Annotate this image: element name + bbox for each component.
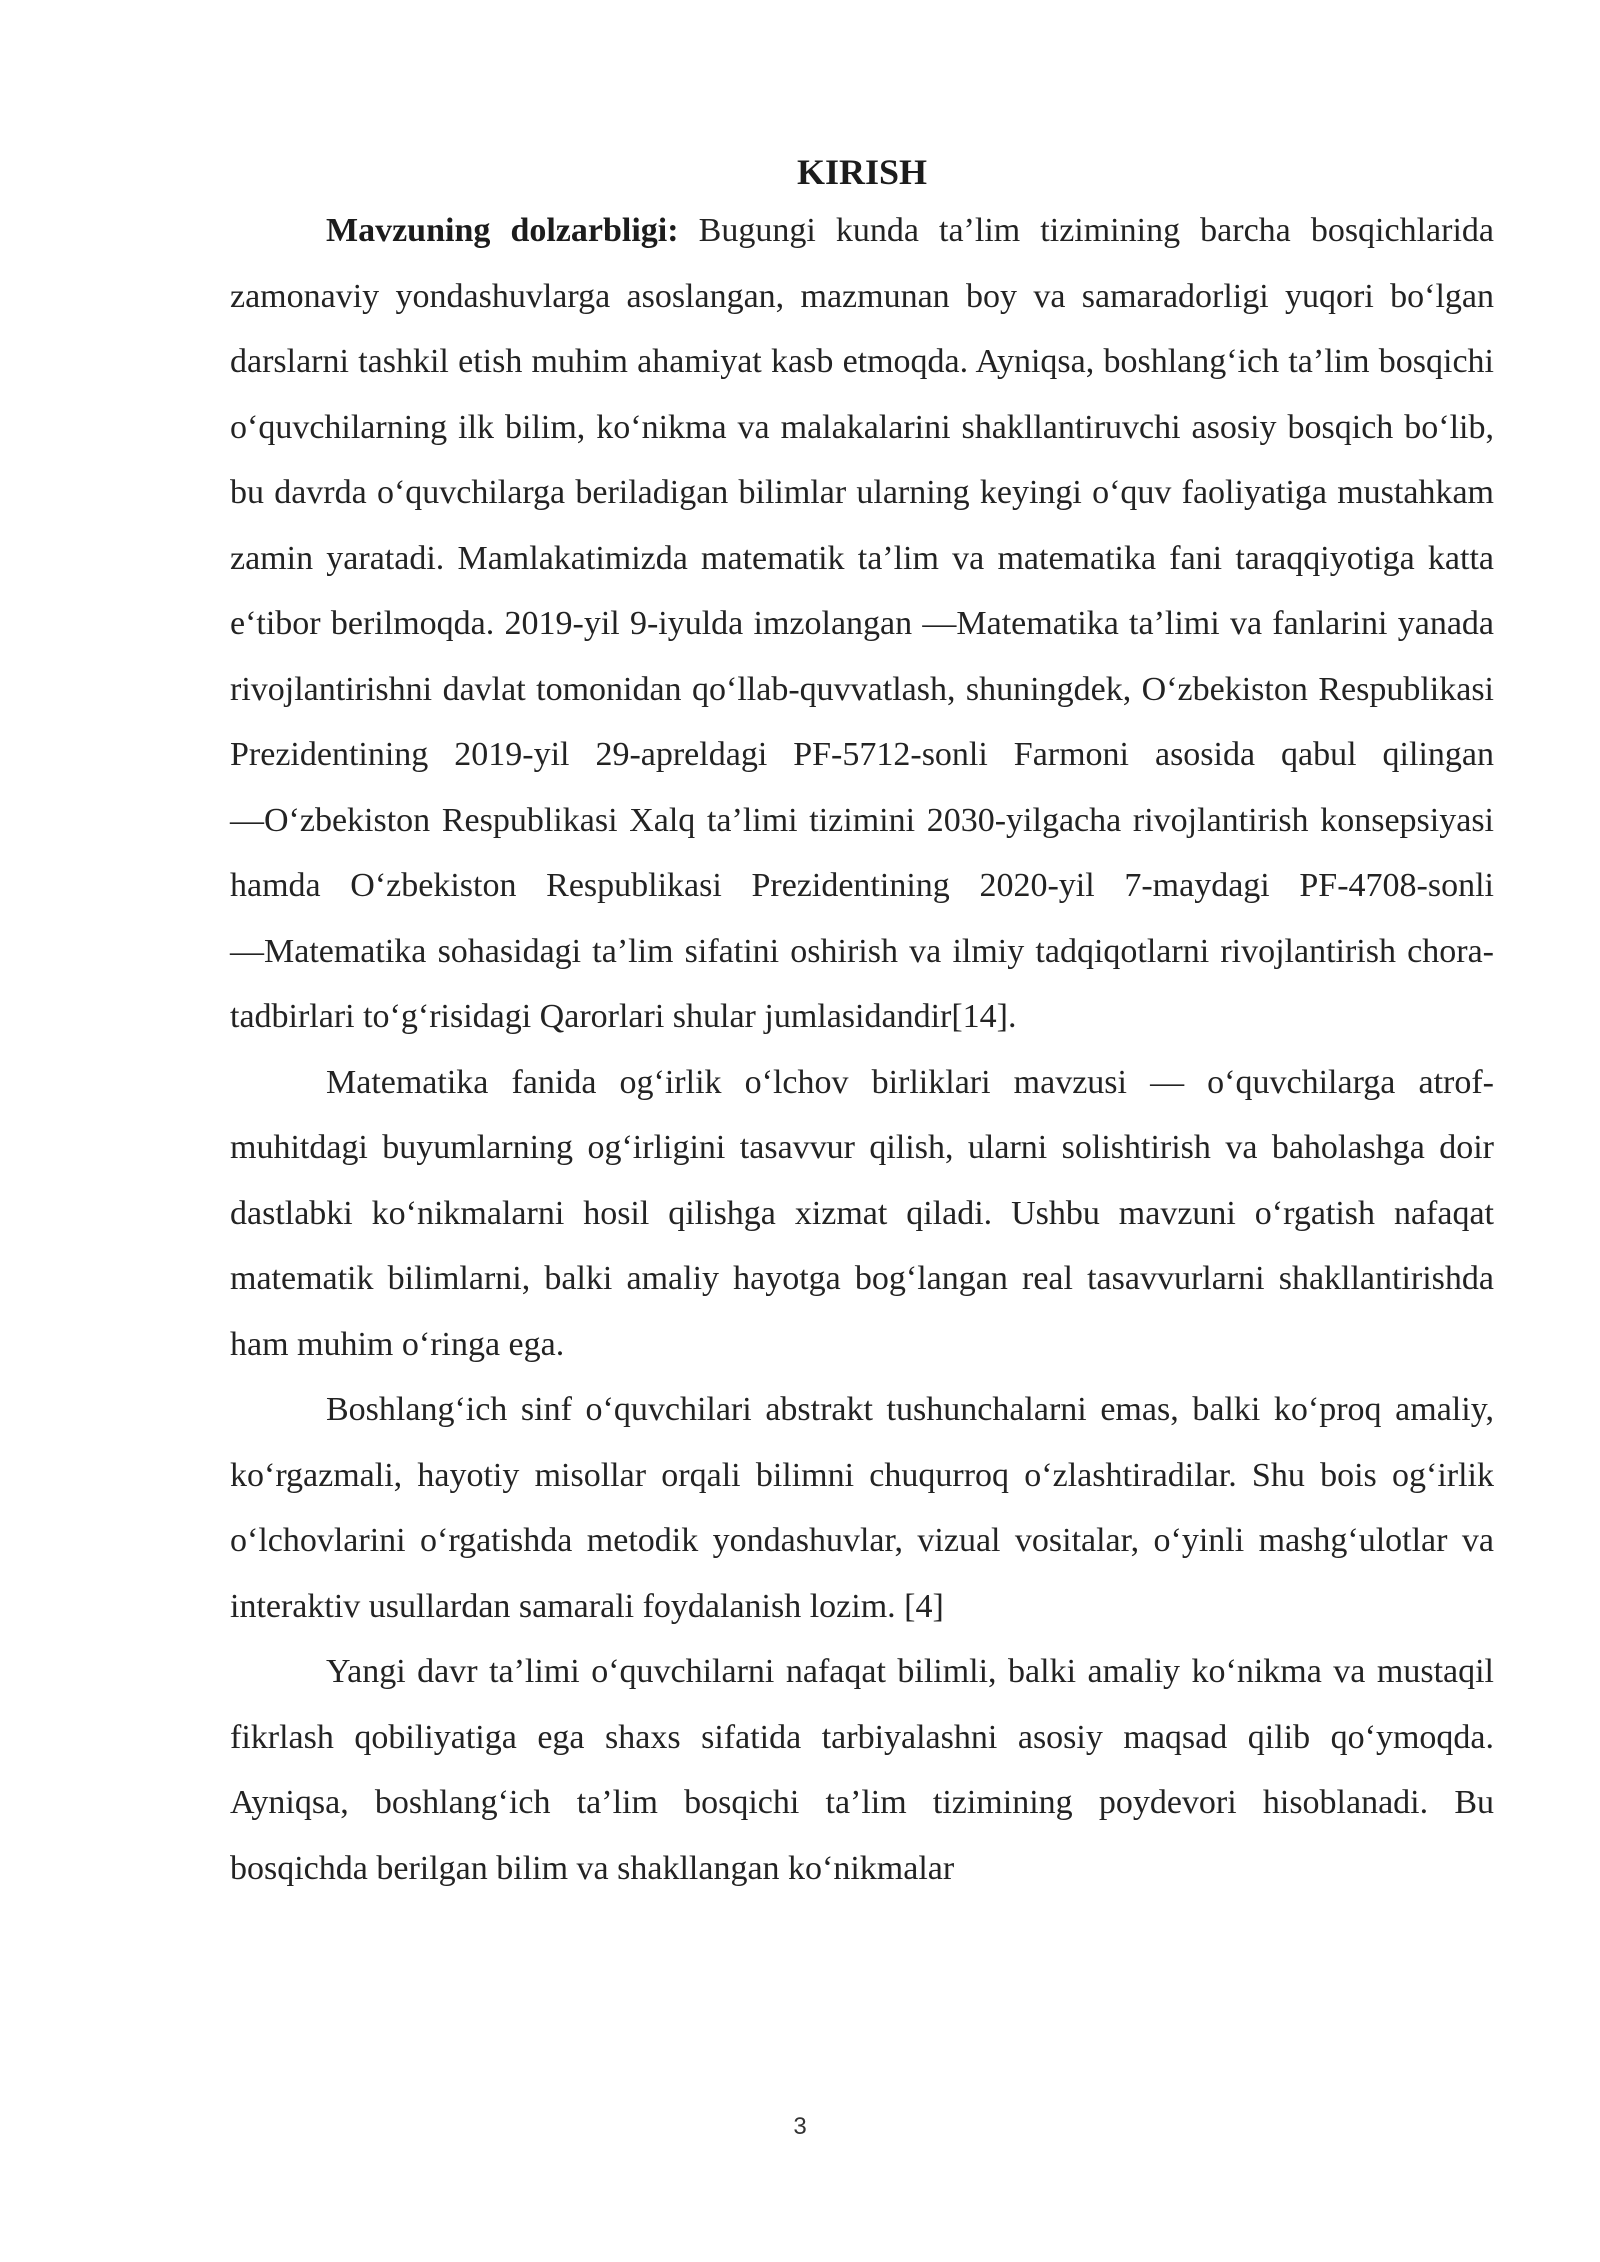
section-heading: KIRISH [796, 152, 928, 192]
paragraph-text: Bugungi kunda ta’lim tizimining barcha bosqichlarida zamonaviy yondashuvlarga asoslangan, mazmunan boy va samaradorligi yuqori bo‘lgan darslarni tashkil etish muhim ahamiyat kasb etmoqda. Ayniqsa, boshlang‘ich ta’lim bosqichi o‘quvchilarning ilk bilim, ko‘nikma va malakalarini shakllantiruvchi asosiy bosqich bo‘lib, bu davrda o‘quvchilarga beriladigan bilimlar ularning keyingi o‘quv faoliyatiga mustahkam zamin yaratadi. Mamlakatimizda matematik ta’lim va matematika fani taraqqiyotiga katta e‘tibor berilmoqda. 2019-yil 9-iyulda imzolangan ―Matematika ta’limi va fanlarini yanada rivojlantirishni davlat tomonidan qo‘llab-quvvatlash, shuningdek, O‘zbekiston Respublikasi Prezidentining 2019-yil 29-apreldagi PF-5712-sonli Farmoni asosida qabul qilingan ―O‘zbekiston Respublikasi Xalq ta’limi tizimini 2030-yilgacha rivojlantirish konsepsiyasi hamda O‘zbekiston Respublikasi Prezidentining 2020-yil 7-maydagi PF-4708-sonli ―Matematika sohasidagi ta’lim sifatini oshirish va ilmiy tadqiqotlarni rivojlantirish chora-tadbirlari to‘g‘risidagi Qarorlari shular jumlasidandir[14]. [230, 212, 1494, 1035]
paragraph-new-era: Yangi davr ta’limi o‘quvchilarni nafaqat bilimli, balki amaliy ko‘nikma va mustaqil fikrlash qobiliyatiga ega shaxs sifatida tarbiyalashni asosiy maqsad qilib qo‘ymoqda. Ayniqsa, boshlang‘ich ta’lim bosqichi ta’lim tizimining poydevori hisoblanadi. Bu bosqichda berilgan bilim va shakllangan ko‘nikmalar [230, 1653, 1494, 1887]
paragraph-relevance [230, 198, 1494, 1050]
paragraph-weight-units: Matematika fanida og‘irlik o‘lchov birliklari mavzusi — o‘quvchilarga atrof-muhitdagi buyumlarning og‘irligini tasavvur qilish, ularni solishtirish va baholashga doir dastlabki ko‘nikmalarni hosil qilishga xizmat qiladi. Ushbu mavzuni o‘rgatish nafaqat matematik bilimlarni, balki amaliy hayotga bog‘langan real tasavvurlarni shakllantirishda ham muhim o‘ringa ega. [230, 1063, 1494, 1363]
page-number: 3 [793, 2113, 807, 2140]
paragraph-lead: Mavzuning dolzarbligi: [326, 212, 679, 249]
document-body [230, 150, 1494, 1901]
paragraph-primary-students: Boshlang‘ich sinf o‘quvchilari abstrakt tushunchalarni emas, balki ko‘proq amaliy, ko‘rgazmali, hayotiy misollar orqali bilimni chuqurroq o‘zlashtiradilar. Shu bois og‘irlik o‘lchovlarini o‘rgatishda metodik yondashuvlar, vizual vositalar, o‘yinli mashg‘ulotlar va interaktiv usullardan samarali foydalanish lozim. [4] [230, 1391, 1494, 1625]
